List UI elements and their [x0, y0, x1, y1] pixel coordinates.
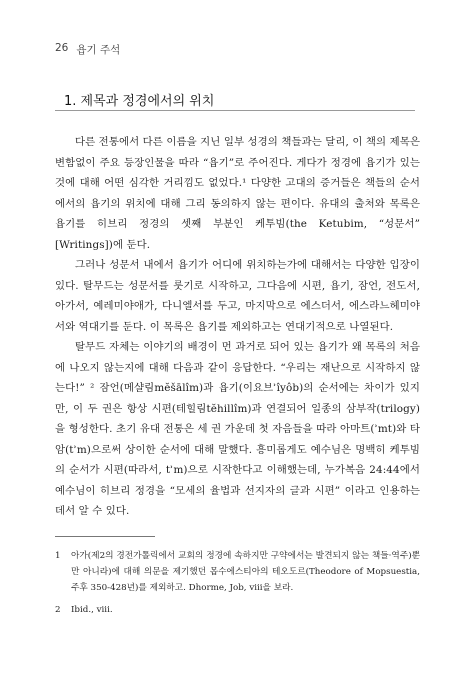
section-title: 1. 제목과 정경에서의 위치: [64, 94, 215, 109]
paragraph: 다른 전통에서 다른 이름을 지닌 일부 성경의 책들과는 달리, 이 책의 제목은 변함없이 주요 등장인물을 따라 “욥기”로 주어진다. 게다가 정경에 욥기가 있는 것에 대해 어떤 심각한 거리낌도 없었다.¹ 다양한 고대의 증거들은 책들의 순서에서의 욥기의 위치에 대해 그리 동의하지 않는 편이다. 유대의 출처와 목록은 욥기를 히브리 정경의 셋째 부분인 케투빔(the Ketubim, “성문서” [Writings])에 둔다.: [55, 136, 420, 251]
footnotes: [55, 548, 420, 624]
footnote: [55, 548, 420, 596]
footnote-text: 아가(제2의 경전가톨릭에서 교회의 정경에 속하지만 구약에서는 발견되지 않는 책들·역주)뿐만 아니라)에 대해 의문을 제기했던 몹수에스티아의 테오도르(Theodore of Mopsuestia, 주후 350-428년)를 제외하고. Dhorme, Job, viii을 보라.: [71, 551, 420, 593]
body-text: [55, 132, 420, 522]
running-header: [55, 42, 120, 57]
title-underline: [55, 110, 415, 111]
footnote-number: 1: [55, 551, 61, 561]
paragraph: 그러나 성문서 내에서 욥기가 어디에 위치하는가에 대해서는 다양한 입장이 있다. 탈무드는 성문서를 룻기로 시작하고, 그다음에 시편, 욥기, 잠언, 전도서, 아가서, 예레미야애가, 다니엘서를 두고, 마지막으로 에스더서, 에스라느헤미야서와 역대기를 둔다. 이 목록은 욥기를 제외하고는 연대기적으로 나열된다.: [55, 259, 420, 333]
footnote-text: Ibid., viii.: [71, 605, 113, 615]
footnote-number: 2: [55, 605, 61, 615]
page-number: 26: [55, 42, 69, 54]
footnote: [55, 602, 420, 618]
paragraph: 탈무드 자체는 이야기의 배경이 먼 과거로 되어 있는 욥기가 왜 목록의 처음에 나오지 않는지에 대해 다음과 같이 응답한다. “우리는 재난으로 시작하지 않는다!” ² 잠언(메샬림mĕšālîm)과 욥기(이요브ʾîyôb)의 순서에는 차이가 있지만, 이 두 권은 항상 시편(테힐림tĕhillîm)과 연결되어 일종의 삼부작(trilogy)을 형성한다. 초기 유대 전통은 세 권 가운데 첫 자음들을 따라 아마트(ʾmt)와 타암(tʾm)으로써 상이한 순서에 대해 말했다. 흥미롭게도 예수님은 명백히 케투빔의 순서가 시편(따라서, tʾm)으로 시작한다고 이해했는데, 누가복음 24:44에서 예수님이 히브리 정경을 “모세의 율법과 선지자의 글과 시편” 이라고 인용하는 데서 알 수 있다.: [55, 341, 420, 517]
running-title: 욥기 주석: [76, 44, 121, 56]
footnote-divider: [55, 536, 155, 537]
